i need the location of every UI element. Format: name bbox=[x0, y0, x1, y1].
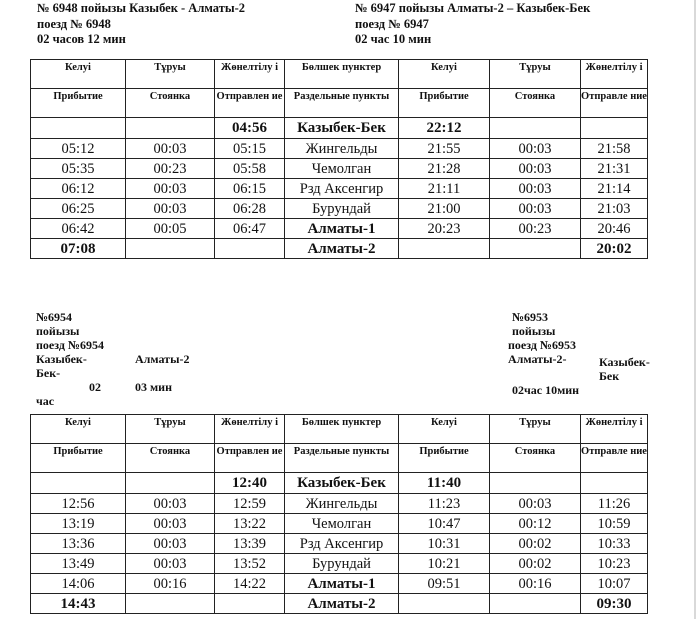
column-header-departure-ru: Отправлен ие bbox=[215, 444, 285, 473]
column-header-departure-return-kz: Жөнелтілу і bbox=[581, 415, 648, 444]
stop-cell: 00:23 bbox=[126, 159, 215, 179]
column-header-arrival-kz: Келуі bbox=[31, 60, 126, 89]
station-cell: Бурундай bbox=[285, 554, 399, 574]
train-6948-subtitle: поезд № 6948 bbox=[37, 16, 111, 31]
timetable-6948-6947 bbox=[30, 59, 648, 259]
stop-cell: 00:03 bbox=[126, 494, 215, 514]
train-6954-label-ru: поезд №6954 bbox=[36, 338, 104, 352]
column-header-stop-return-kz: Тұруы bbox=[490, 60, 581, 89]
train-6947-subtitle: поезд № 6947 bbox=[355, 16, 429, 31]
stop-return-cell: 00:02 bbox=[490, 534, 581, 554]
stop-cell: 00:03 bbox=[126, 514, 215, 534]
train-6954-number: №6954 bbox=[36, 310, 73, 324]
arrival-return-cell: 21:28 bbox=[399, 159, 490, 179]
station-cell: Рзд Аксенгир bbox=[285, 179, 399, 199]
arrival-return-cell: 22:12 bbox=[399, 118, 490, 139]
column-header-departure-return-ru: Отправле ние bbox=[581, 444, 648, 473]
table-row bbox=[31, 574, 648, 594]
departure-return-cell: 20:02 bbox=[581, 239, 648, 259]
column-header-stop-return-kz: Тұруы bbox=[490, 415, 581, 444]
column-header-station-kz: Бөлшек пунктер bbox=[285, 60, 399, 89]
train-6953-origin: Алматы-2- bbox=[508, 352, 567, 366]
station-cell: Рзд Аксенгир bbox=[285, 534, 399, 554]
train-6953-destination-line1: Казыбек- bbox=[599, 355, 650, 369]
arrival-cell: 13:49 bbox=[31, 554, 126, 574]
station-cell: Жингельды bbox=[285, 494, 399, 514]
arrival-cell bbox=[31, 118, 126, 139]
column-header-departure-return-kz: Жөнелтілу і bbox=[581, 60, 648, 89]
stop-return-cell: 00:12 bbox=[490, 514, 581, 534]
departure-return-cell: 10:23 bbox=[581, 554, 648, 574]
stop-cell bbox=[126, 239, 215, 259]
table-row bbox=[31, 473, 648, 494]
stop-cell: 00:03 bbox=[126, 179, 215, 199]
arrival-cell bbox=[31, 473, 126, 494]
table-row bbox=[31, 219, 648, 239]
column-header-departure-ru: Отправлен ие bbox=[215, 89, 285, 118]
table-row bbox=[31, 139, 648, 159]
station-cell: Чемолган bbox=[285, 514, 399, 534]
arrival-return-cell: 11:40 bbox=[399, 473, 490, 494]
arrival-cell: 13:19 bbox=[31, 514, 126, 534]
train-6947-title: № 6947 пойызы Алматы-2 – Казыбек-Бек bbox=[355, 1, 591, 15]
table-row bbox=[31, 514, 648, 534]
column-header-arrival-ru: Прибытие bbox=[31, 444, 126, 473]
departure-cell: 06:15 bbox=[215, 179, 285, 199]
train-6953-destination bbox=[599, 355, 650, 383]
arrival-cell: 14:06 bbox=[31, 574, 126, 594]
arrival-cell: 06:42 bbox=[31, 219, 126, 239]
stop-cell bbox=[126, 118, 215, 139]
station-cell: Бурундай bbox=[285, 199, 399, 219]
train-6947-header bbox=[355, 1, 590, 48]
table-row bbox=[31, 159, 648, 179]
table-row bbox=[31, 239, 648, 259]
table-row bbox=[31, 534, 648, 554]
stop-cell bbox=[126, 594, 215, 614]
departure-cell bbox=[215, 594, 285, 614]
arrival-return-cell: 11:23 bbox=[399, 494, 490, 514]
departure-return-cell bbox=[581, 473, 648, 494]
column-header-stop-ru: Стоянка bbox=[126, 89, 215, 118]
departure-cell: 06:28 bbox=[215, 199, 285, 219]
stop-return-cell bbox=[490, 594, 581, 614]
stop-return-cell bbox=[490, 239, 581, 259]
stop-cell: 00:03 bbox=[126, 554, 215, 574]
train-6954-minutes: 03 мин bbox=[135, 380, 173, 394]
stop-cell bbox=[126, 473, 215, 494]
header-row-ru bbox=[31, 444, 648, 473]
train-6954-header bbox=[36, 310, 104, 408]
departure-return-cell: 20:46 bbox=[581, 219, 648, 239]
departure-cell: 14:22 bbox=[215, 574, 285, 594]
departure-return-cell: 09:30 bbox=[581, 594, 648, 614]
train-6953-duration: 02час 10мин bbox=[512, 383, 580, 397]
stop-return-cell: 00:03 bbox=[490, 139, 581, 159]
departure-cell: 05:58 bbox=[215, 159, 285, 179]
departure-return-cell: 10:33 bbox=[581, 534, 648, 554]
column-header-station-ru: Раздельные пункты bbox=[285, 444, 399, 473]
departure-return-cell: 21:03 bbox=[581, 199, 648, 219]
stop-return-cell bbox=[490, 118, 581, 139]
header-row-kz bbox=[31, 415, 648, 444]
table-row bbox=[31, 554, 648, 574]
arrival-return-cell: 10:47 bbox=[399, 514, 490, 534]
departure-return-cell: 21:58 bbox=[581, 139, 648, 159]
table-row bbox=[31, 199, 648, 219]
departure-cell: 13:52 bbox=[215, 554, 285, 574]
column-header-arrival-return-ru: Прибытие bbox=[399, 89, 490, 118]
departure-cell: 12:59 bbox=[215, 494, 285, 514]
stop-return-cell: 00:16 bbox=[490, 574, 581, 594]
timetable-6954-6953 bbox=[30, 414, 648, 614]
departure-cell bbox=[215, 239, 285, 259]
stop-cell: 00:03 bbox=[126, 534, 215, 554]
train-6948-header bbox=[37, 1, 245, 48]
train-6954-label-kz: пойызы bbox=[36, 324, 80, 338]
column-header-stop-kz: Тұруы bbox=[126, 415, 215, 444]
departure-return-cell: 10:59 bbox=[581, 514, 648, 534]
train-6954-destination: Алматы-2 bbox=[135, 352, 190, 366]
station-cell: Алматы-1 bbox=[285, 219, 399, 239]
column-header-station-ru: Раздельные пункты bbox=[285, 89, 399, 118]
arrival-cell: 06:12 bbox=[31, 179, 126, 199]
arrival-cell: 07:08 bbox=[31, 239, 126, 259]
departure-return-cell: 10:07 bbox=[581, 574, 648, 594]
arrival-cell: 05:35 bbox=[31, 159, 126, 179]
column-header-arrival-return-kz: Келуі bbox=[399, 60, 490, 89]
column-header-arrival-kz: Келуі bbox=[31, 415, 126, 444]
arrival-cell: 12:56 bbox=[31, 494, 126, 514]
stop-cell: 00:05 bbox=[126, 219, 215, 239]
departure-cell: 05:15 bbox=[215, 139, 285, 159]
arrival-return-cell: 21:00 bbox=[399, 199, 490, 219]
train-6953-label-ru: поезд №6953 bbox=[508, 338, 576, 352]
column-header-stop-return-ru: Стоянка bbox=[490, 444, 581, 473]
station-cell: Алматы-2 bbox=[285, 594, 399, 614]
departure-return-cell: 21:31 bbox=[581, 159, 648, 179]
arrival-cell: 13:36 bbox=[31, 534, 126, 554]
column-header-stop-kz: Тұруы bbox=[126, 60, 215, 89]
train-6954-hours: 02 bbox=[89, 380, 101, 394]
stop-return-cell: 00:03 bbox=[490, 494, 581, 514]
departure-cell: 04:56 bbox=[215, 118, 285, 139]
stop-return-cell bbox=[490, 473, 581, 494]
station-cell: Алматы-1 bbox=[285, 574, 399, 594]
arrival-return-cell: 09:51 bbox=[399, 574, 490, 594]
train-6954-from: Казыбек- bbox=[36, 352, 87, 366]
arrival-return-cell bbox=[399, 239, 490, 259]
table-row bbox=[31, 179, 648, 199]
stop-return-cell: 00:23 bbox=[490, 219, 581, 239]
departure-cell: 06:47 bbox=[215, 219, 285, 239]
station-cell: Алматы-2 bbox=[285, 239, 399, 259]
station-cell: Жингельды bbox=[285, 139, 399, 159]
stop-return-cell: 00:03 bbox=[490, 199, 581, 219]
stop-return-cell: 00:03 bbox=[490, 179, 581, 199]
departure-return-cell bbox=[581, 118, 648, 139]
departure-cell: 12:40 bbox=[215, 473, 285, 494]
arrival-cell: 14:43 bbox=[31, 594, 126, 614]
station-cell: Казыбек-Бек bbox=[285, 118, 399, 139]
header-row-ru bbox=[31, 89, 648, 118]
arrival-return-cell: 21:11 bbox=[399, 179, 490, 199]
column-header-stop-ru: Стоянка bbox=[126, 444, 215, 473]
stop-return-cell: 00:02 bbox=[490, 554, 581, 574]
station-cell: Чемолган bbox=[285, 159, 399, 179]
stop-cell: 00:03 bbox=[126, 139, 215, 159]
column-header-departure-kz: Жөнелтілу і bbox=[215, 415, 285, 444]
departure-cell: 13:39 bbox=[215, 534, 285, 554]
train-6953-number: №6953 bbox=[512, 310, 549, 324]
column-header-departure-return-ru: Отправле ние bbox=[581, 89, 648, 118]
train-6948-title: № 6948 пойызы Казыбек - Алматы-2 bbox=[37, 1, 246, 15]
departure-return-cell: 11:26 bbox=[581, 494, 648, 514]
train-6947-duration: 02 час 10 мин bbox=[355, 32, 432, 46]
column-header-arrival-ru: Прибытие bbox=[31, 89, 126, 118]
column-header-departure-kz: Жөнелтілу і bbox=[215, 60, 285, 89]
train-6954-hours-unit: час bbox=[36, 394, 55, 408]
table-row bbox=[31, 594, 648, 614]
arrival-return-cell: 21:55 bbox=[399, 139, 490, 159]
train-6953-destination-line2: Бек bbox=[599, 369, 620, 383]
departure-cell: 13:22 bbox=[215, 514, 285, 534]
arrival-cell: 06:25 bbox=[31, 199, 126, 219]
header-row-kz bbox=[31, 60, 648, 89]
station-cell: Казыбек-Бек bbox=[285, 473, 399, 494]
stop-cell: 00:03 bbox=[126, 199, 215, 219]
arrival-return-cell: 10:21 bbox=[399, 554, 490, 574]
page-edge-divider bbox=[694, 0, 696, 619]
train-6953-label-kz: пойызы bbox=[512, 324, 556, 338]
train-6948-duration: 02 часов 12 мин bbox=[37, 32, 126, 46]
column-header-arrival-return-kz: Келуі bbox=[399, 415, 490, 444]
arrival-cell: 05:12 bbox=[31, 139, 126, 159]
table-row bbox=[31, 494, 648, 514]
train-6954-from-cont: Бек- bbox=[36, 366, 61, 380]
column-header-arrival-return-ru: Прибытие bbox=[399, 444, 490, 473]
arrival-return-cell: 10:31 bbox=[399, 534, 490, 554]
column-header-station-kz: Бөлшек пунктер bbox=[285, 415, 399, 444]
table-row bbox=[31, 118, 648, 139]
arrival-return-cell: 20:23 bbox=[399, 219, 490, 239]
departure-return-cell: 21:14 bbox=[581, 179, 648, 199]
stop-cell: 00:16 bbox=[126, 574, 215, 594]
column-header-stop-return-ru: Стоянка bbox=[490, 89, 581, 118]
stop-return-cell: 00:03 bbox=[490, 159, 581, 179]
arrival-return-cell bbox=[399, 594, 490, 614]
